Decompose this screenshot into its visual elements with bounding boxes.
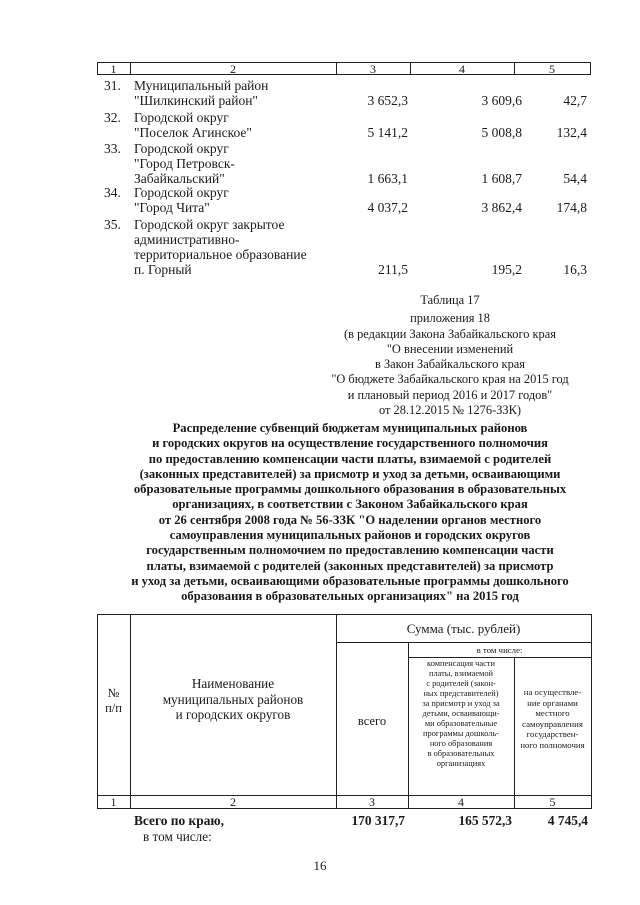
header-line: детьми, осваивающи- [422,709,500,718]
row-number: 33. [104,141,121,156]
header-line: и городских округов [175,707,291,722]
header-line: ных представителей) [423,689,499,698]
header-line: за присмотр и уход за [422,699,500,708]
row-number: 35. [104,217,121,232]
header-line: ми образовательные [424,719,498,728]
title-line: образовательные программы дошкольного образования в образовательных [133,482,567,497]
index-cell: 1 [110,795,117,809]
row-total: 5 141,2 [367,125,408,140]
header-line: ние органами [527,697,578,708]
row-name-line: Городской округ [134,110,229,125]
row-name-line: Городской округ [134,185,229,200]
row-name-line: территориальное образование [134,247,307,262]
total-header: всего [357,714,387,728]
header-line: самоуправления [522,718,583,729]
index-cell: 3 [369,795,375,809]
row-comp: 3 862,4 [481,200,522,215]
row-total: 211,5 [378,262,408,277]
row-admin: 16,3 [563,262,587,277]
total-row-admin: 4 745,4 [547,813,588,828]
appendix-line: и плановый период 2016 и 2017 годов" [347,387,553,402]
appendix-note [300,293,600,418]
total-row-total: 170 317,7 [351,813,405,828]
header-line: местного [535,708,570,719]
col-number-header [97,686,130,716]
row-comp: 5 008,8 [481,125,522,140]
title-line: (законных представителей) за присмотр и уход за детьми, осваивающими [139,466,561,481]
row-total: 1 663,1 [367,171,408,186]
index-cell: 2 [230,795,236,809]
row-number: 32. [104,110,121,125]
row-name-line: "Шилкинский район" [134,93,258,108]
row-comp: 3 609,6 [481,93,522,108]
appendix-line: Таблица 17 [420,293,480,307]
top-header-5: 5 [549,62,555,76]
index-cell: 4 [458,795,464,809]
title-line: образования в образовательных организациях" на 2015 год [181,589,519,604]
including-header: в том числе: [476,645,523,655]
admin-header [514,687,591,751]
header-line: программы дошколь- [423,729,499,738]
appendix-line: "О внесении изменений [386,341,514,356]
header-line: на осуществле- [523,687,582,697]
row-number: 31. [104,78,121,93]
title-line: государственным полномочием по предоставлению компенсации части [146,543,554,558]
top-header-1: 1 [110,62,117,76]
row-name-line: п. Горный [134,262,192,277]
row-admin: 132,4 [556,125,587,140]
top-header-2: 2 [230,62,236,76]
appendix-line: (в редакции Закона Забайкальского края [344,326,556,341]
title-line: платы, взимаемой с родителей (законных представителей) за присмотр [146,558,554,573]
header-line: п/п [105,701,122,715]
row-admin: 42,7 [563,93,587,108]
document-title [90,421,610,605]
top-header-3: 3 [370,62,376,76]
index-cell: 5 [549,795,556,809]
row-comp: 1 608,7 [481,171,522,186]
total-row-label: Всего по краю, [134,813,224,828]
page-number: 16 [313,858,327,873]
header-line: Наименование [191,676,275,691]
row-name-line: "Город Чита" [134,200,210,215]
row-number: 34. [104,185,121,200]
row-total: 3 652,3 [367,93,408,108]
header-line: организациях [436,759,486,768]
row-name-line: Муниципальный район [134,78,269,93]
sum-header: Сумма (тыс. рублей) [406,621,521,636]
compensation-header [408,659,514,769]
header-line: муниципальных районов [162,691,304,707]
row-name-line: "Город Петровск- [134,156,235,171]
including-label: в том числе: [143,829,212,844]
title-line: организациях, в соответствии с Законом Забайкальского края [172,497,528,512]
row-name-line: Городской округ закрытое [134,217,285,232]
row-name-line: административно- [134,232,240,247]
header-line: платы, взимаемой [428,669,494,678]
top-header-4: 4 [459,62,465,76]
title-line: от 26 сентября 2008 года № 56-ЗЗК "О наделении органов местного [158,512,542,527]
header-line: с родителей (закон- [426,679,496,688]
row-admin: 174,8 [556,200,587,215]
title-line: Распределение субвенций бюджетам муниципальных районов [172,421,528,435]
total-row-comp: 165 572,3 [458,813,512,828]
appendix-line: в Закон Забайкальского края [375,357,525,372]
title-line: самоуправления муниципальных районов и городских округов [169,528,531,543]
appendix-line: от 28.12.2015 № 1276-ЗЗК) [378,403,522,418]
row-name-line: "Поселок Агинское" [134,125,252,140]
appendix-line: приложения 18 [410,311,490,326]
header-line: в образовательных [427,749,495,758]
row-comp: 195,2 [491,262,522,277]
header-line: компенсация части [427,659,495,668]
header-line: ного полномочия [520,739,585,750]
title-line: и уход за детьми, осваивающими образовательные программы дошкольного [131,573,569,588]
header-line: ного образования [429,739,493,748]
header-line: государствен- [526,729,579,740]
title-line: по предоставлению компенсации части платы, взимаемой с родителей [148,451,552,466]
col-name-header [130,676,336,723]
title-line: и городских округов на осуществление государственного полномочия [152,436,548,451]
row-total: 4 037,2 [367,200,408,215]
row-admin: 54,4 [563,171,587,186]
appendix-line: "О бюджете Забайкальского края на 2015 год [331,372,569,387]
row-name-line: Забайкальский" [134,171,225,186]
row-name-line: Городской округ [134,141,229,156]
header-line: № [107,686,120,700]
